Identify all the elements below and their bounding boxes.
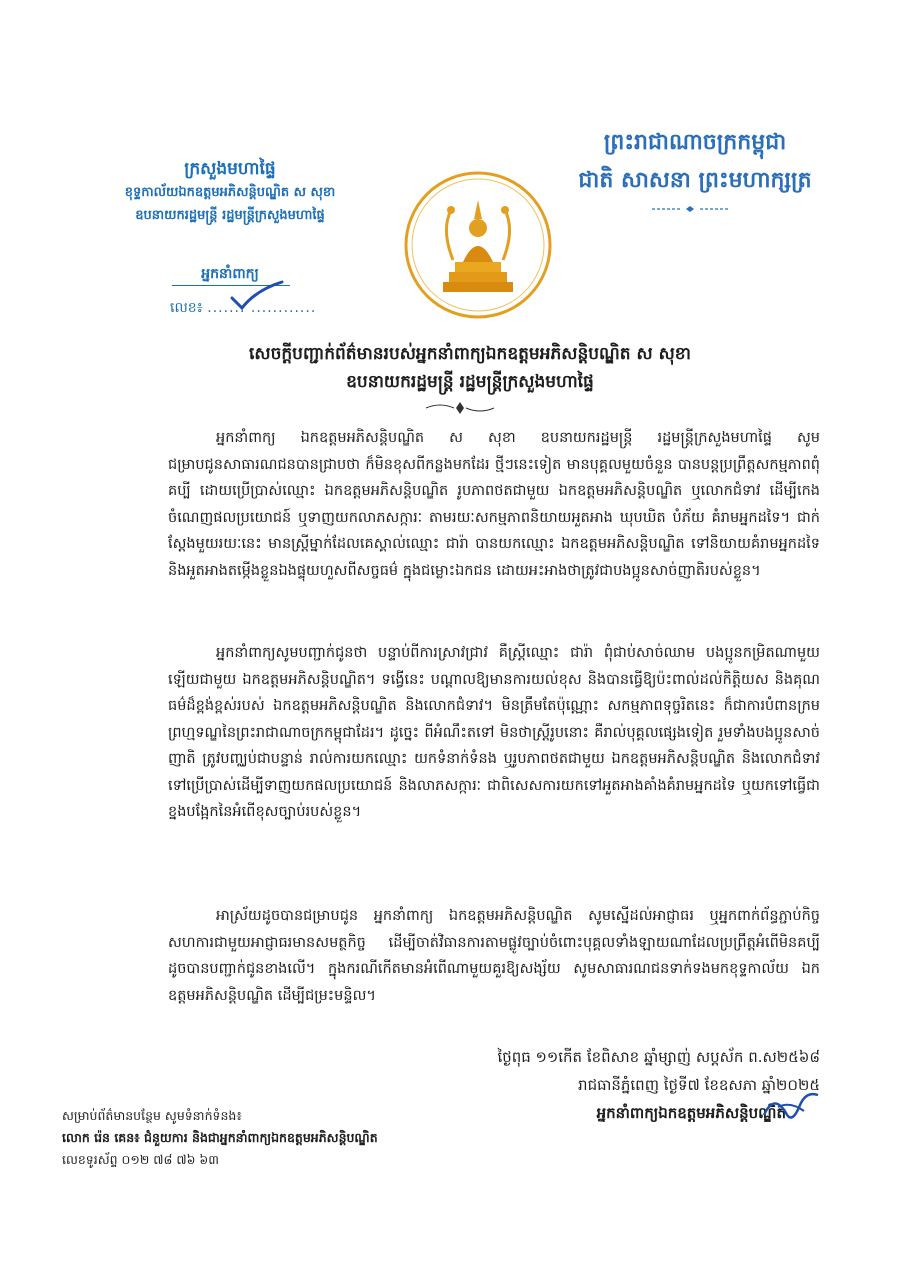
contact-info	[62, 1105, 482, 1171]
checkmark-icon	[226, 278, 286, 312]
ministry-name: ក្រសួងមហាផ្ទៃ	[184, 159, 276, 179]
paragraph-1: អ្នកនាំពាក្យ ឯកឧត្តមអភិសន្តិបណ្ឌិត ស សុខា ឧបនាយករដ្ឋមន្ត្រី រដ្ឋមន្ត្រីក្រសួងមហាផ្ទៃ សូមជម្រាបជូនសាធារណជនបានជ្រាបថា ក៏មិនខុសពីកន្លងមកដែរ ថ្មីៗនេះទៀត មានបុគ្គលមួយចំនួន បានបន្តប្រព្រឹត្តសកម្មភាពពុំគប្បី ដោយប្រើប្រាស់ឈ្មោះ ឯកឧត្តមអភិសន្តិបណ្ឌិត រូបភាពថតជាមួយ ឯកឧត្តមអភិសន្តិបណ្ឌិត ឬលោកជំទាវ ដើម្បីកេងចំណេញផលប្រយោជន៍ ឬទាញយកលាភសក្ការៈ តាមរយៈសកម្មភាពនិយាយអួតអាង ឃុបឃិត បំភ័យ គំរាមអ្នកដទៃ។ ជាក់ស្តែងមួយរយៈនេះ មានស្ត្រីម្នាក់ដែលគេស្គាល់ឈ្មោះ ជារ៉ា បានយកឈ្មោះ ឯកឧត្តមអភិសន្តិបណ្ឌិត ទៅនិយាយគំរាមអ្នកដទៃ និងអួតអាងតម្កើងខ្លួនឯងផ្ទុយហួសពីសច្ចធម៌ ក្នុងជម្លោះឯកជន ដោយអះអាងថាត្រូវជាបងប្អូនសាច់ញាតិរបស់ខ្លួន។	[168, 430, 820, 579]
title-ornament-icon	[420, 400, 500, 416]
lunar-date: ថ្ងៃពុធ ១១កើត ខែពិសាខ ឆ្នាំម្សាញ់ សប្តស័ក ព.ស២៥៦៨	[497, 1048, 820, 1066]
number-dots: ....... ............	[207, 300, 317, 316]
solar-date: រាជធានីភ្នំពេញ ថ្ងៃទី៧ ខែឧសភា ឆ្នាំ២០២៥	[578, 1076, 820, 1094]
title-line-1: សេចក្តីបញ្ជាក់ព័ត៌មានរបស់អ្នកនាំពាក្យឯកឧត្តមអភិសន្តិបណ្ឌិត ស សុខា	[249, 344, 691, 364]
signature-icon	[760, 1085, 822, 1129]
signer-title: អ្នកនាំពាក្យឯកឧត្តមអភិសន្តិបណ្ឌិត	[596, 1104, 786, 1122]
number-label: លេខ៖	[170, 300, 203, 316]
kingdom-name: ព្រះរាជាណាចក្រកម្ពុជា	[603, 130, 787, 155]
contact-intro: សម្រាប់ព័ត៌មានបន្ថែម សូមទំនាក់ទំនង៖	[62, 1108, 242, 1123]
ministry-header	[60, 158, 400, 227]
title-line-2: ឧបនាយករដ្ឋមន្ត្រី រដ្ឋមន្ត្រីក្រសួងមហាផ្ទៃ	[346, 372, 594, 392]
page-title	[150, 340, 790, 396]
cabinet-name: ខុទ្ទកាល័យឯកឧត្តមអភិសន្តិបណ្ឌិត ស សុខា	[124, 185, 336, 200]
ornament-divider-icon	[650, 205, 730, 213]
minister-position: ឧបនាយករដ្ឋមន្ត្រី រដ្ឋមន្ត្រីក្រសួងមហាផ្ទៃ	[135, 208, 325, 223]
ministry-emblem-icon	[403, 170, 553, 320]
nation-religion-king: ជាតិ សាសនា ព្រះមហាក្សត្រ	[578, 168, 812, 193]
contact-person: លោក រ៉េន គេន៖ ជំនួយការ និងជាអ្នកនាំពាក្យឯកឧត្តមអភិសន្តិបណ្ឌិត	[62, 1130, 378, 1145]
kingdom-motto	[560, 124, 830, 200]
spokesperson-label: អ្នកនាំពាក្យ	[201, 266, 259, 282]
contact-phone: លេខទូរស័ព្ទ ០១២ ៧៨ ៧៦ ៦៣	[62, 1152, 219, 1167]
paragraph-2: អ្នកនាំពាក្យសូមបញ្ជាក់ជូនថា បន្ទាប់ពីការស្រាវជ្រាវ គឺស្ត្រីឈ្មោះ ជារ៉ា ពុំជាប់សាច់ឈាម បងប្អូនកម្រិតណាមួយឡើយជាមួយ ឯកឧត្តមអភិសន្តិបណ្ឌិត។ ទង្វើនេះ បណ្តាលឱ្យមានការយល់ខុស និងបានធ្វើឱ្យប៉ះពាល់ដល់កិត្តិយស និងគុណធម៌ដ៏ខ្ពង់ខ្ពស់របស់ ឯកឧត្តមអភិសន្តិបណ្ឌិត និងលោកជំទាវ។ មិនត្រឹមតែប៉ុណ្ណោះ សកម្មភាពទុច្ចរិតនេះ ក៏ជាការបំពានក្រមព្រហ្មទណ្ឌនៃព្រះរាជាណាចក្រកម្ពុជាដែរ។ ដូច្នេះ ពីអំណឹះតទៅ មិនថាស្ត្រីរូបនោះ គឺរាល់បុគ្គលផ្សេងទៀត រួមទាំងបងប្អូនសាច់ញាតិ ត្រូវបញ្ឈប់ជាបន្ទាន់ រាល់ការយកឈ្មោះ យកទំនាក់ទំនង ឬរូបភាពថតជាមួយ ឯកឧត្តមអភិសន្តិបណ្ឌិត និងលោកជំទាវ ទៅប្រើប្រាស់ដើម្បីទាញយកផលប្រយោជន៍ និងលាភសក្ការៈ ជាពិសេសការយកទៅអួតអាងគាំងគំរាមអ្នកដទៃ ឬយកទៅធ្វើជាខ្នងបង្អែកនៃអំពើខុសច្បាប់របស់ខ្លួន។	[168, 645, 820, 820]
paragraph-3: អាស្រ័យដូចបានជម្រាបជូន អ្នកនាំពាក្យ ឯកឧត្តមអភិសន្តិបណ្ឌិត សូមស្នើដល់អាជ្ញាធរ ឬអ្នកពាក់ព័ន្ធភ្ជាប់កិច្ចសហការជាមួយអាជ្ញាធរមានសមត្ថកិច្ច ដើម្បីចាត់វិធានការតាមផ្លូវច្បាប់ចំពោះបុគ្គលទាំងឡាយណាដែលប្រព្រឹត្តអំពើមិនគប្បីដូចបានបញ្ជាក់ជូនខាងលើ។ ក្នុងករណីកើតមានអំពើណាមួយគួរឱ្យសង្ស័យ សូមសាធារណជនទាក់ទងមកខុទ្ទកាល័យ ឯកឧត្តមអភិសន្តិបណ្ឌិត ដើម្បីជម្រះមន្ទិល។	[168, 908, 820, 1004]
